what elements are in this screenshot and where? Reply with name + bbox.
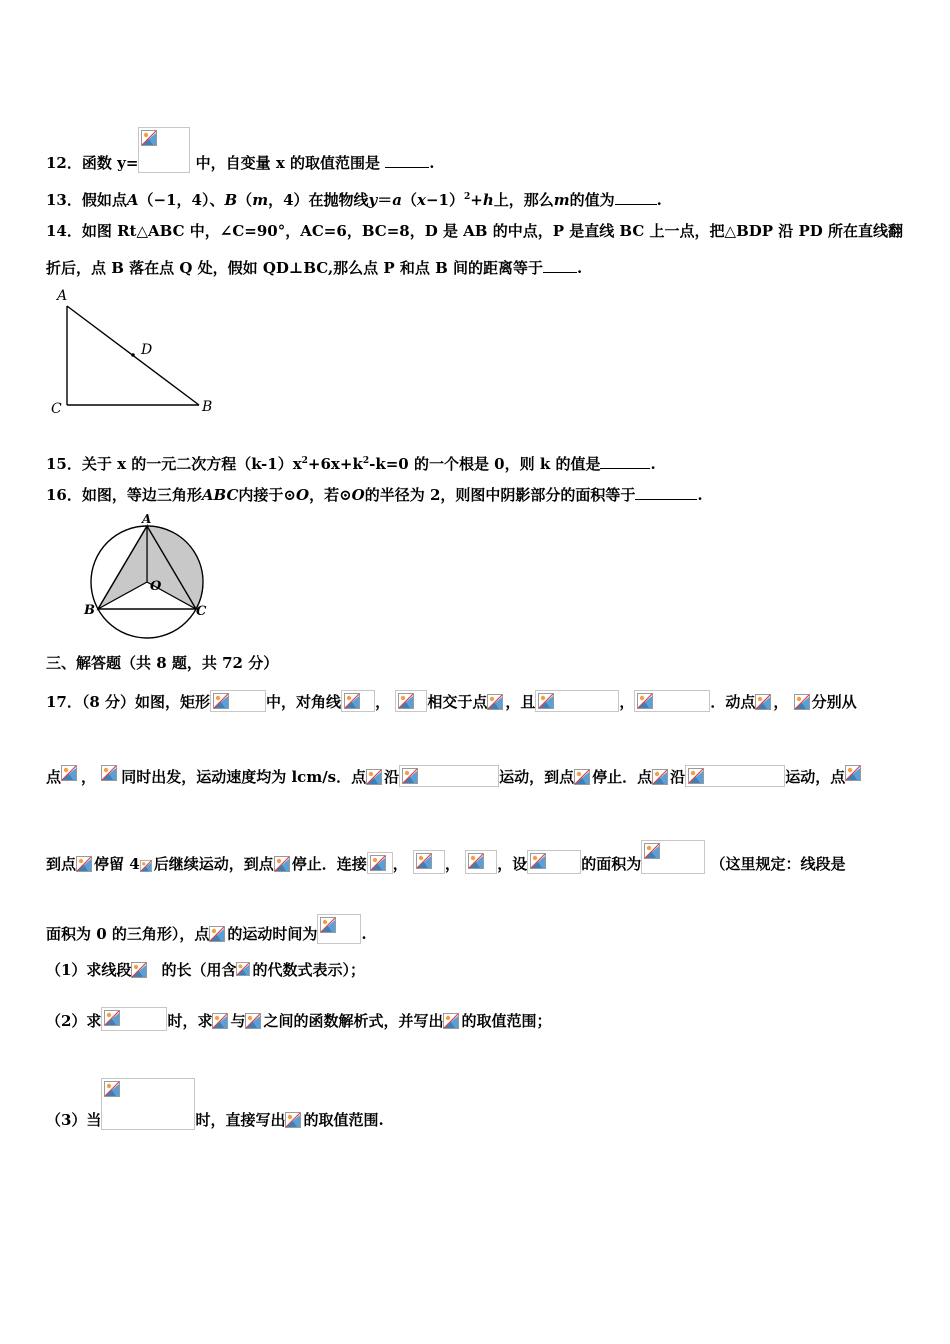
formula-image: [285, 1112, 303, 1130]
q17-text: ，: [619, 693, 635, 711]
formula-image: [131, 962, 153, 980]
broken-image-icon: [538, 693, 554, 709]
question-16: [46, 485, 703, 505]
answer-blank: [543, 258, 577, 273]
q17-text: 中，对角线: [266, 693, 342, 711]
q17-text: ，且: [505, 693, 536, 711]
q12-text: 中，自变量 x 的取值范围是: [195, 154, 381, 172]
q17-text: ．动点: [710, 693, 756, 711]
period: .: [577, 259, 583, 277]
broken-image-icon: [285, 1112, 301, 1128]
broken-image-icon: [131, 962, 147, 978]
q17-text: 后继续运动，到点: [153, 855, 274, 873]
label-o: O: [150, 579, 162, 594]
variable: h: [482, 191, 494, 209]
answer-blank: [635, 485, 697, 500]
broken-image-icon: [212, 1013, 228, 1029]
circle-label: O: [296, 486, 310, 504]
broken-image-icon: [398, 693, 414, 709]
label-d: D: [141, 342, 153, 358]
q17-text: 点: [46, 768, 62, 786]
formula-image: [443, 1013, 461, 1031]
q17-text: ，设: [497, 855, 528, 873]
q16-text: ，若⊙: [309, 486, 352, 504]
broken-image-icon: [101, 765, 117, 781]
q17-text: 相交于点: [427, 693, 488, 711]
label-a: A: [142, 512, 152, 526]
q15-text: -k=0 的一个根是 0，则 k 的值是: [369, 455, 601, 473]
formula-image: [366, 769, 384, 787]
q12-number: 12．: [46, 154, 82, 172]
question-17-line2: [46, 765, 865, 787]
q17-text: 的运动时间为: [227, 925, 318, 943]
formula-image: [413, 850, 445, 874]
q17-text: （这里规定：线段是: [710, 855, 846, 873]
q14-text: 折后，点 B 落在点 Q 处，假如 QD⊥BC,那么点 P 和点 B 间的距离等于: [46, 259, 544, 277]
q17-text: 时，直接写出: [195, 1111, 286, 1129]
question-17-part2: [46, 1007, 552, 1031]
q17-text: 面积为 0 的三角形），点: [46, 925, 210, 943]
formula-image: [210, 690, 266, 712]
formula-image: [140, 860, 154, 874]
q17-text: （3）当: [46, 1111, 102, 1129]
q17-text: 停止．点: [592, 768, 653, 786]
triangle-figure: [40, 284, 230, 420]
answer-blank: [615, 190, 657, 205]
q17-text: ，: [81, 768, 97, 786]
q12-text: 函数 y=: [81, 154, 139, 172]
answer-blank: [600, 454, 650, 469]
broken-image-icon: [688, 768, 704, 784]
formula-image: [399, 765, 499, 787]
label-a: A: [57, 288, 68, 304]
triangle-label: ABC: [201, 486, 239, 504]
q13-text: 上，那么: [493, 191, 554, 209]
section-title: 三、解答题（共 8 题，共 72 分）: [46, 654, 279, 672]
broken-image-icon: [370, 855, 386, 871]
period: .: [429, 154, 435, 172]
formula-image: [641, 840, 705, 874]
section-heading: [46, 653, 278, 673]
variable: a: [392, 191, 402, 209]
period: .: [650, 455, 656, 473]
formula-image: [61, 765, 81, 787]
label-c: C: [196, 604, 207, 619]
q17-text: 停留 4: [94, 855, 140, 873]
broken-image-icon: [236, 962, 250, 976]
question-14-line1: [46, 221, 903, 241]
question-12: [46, 127, 434, 173]
variable: y: [368, 191, 378, 209]
q17-text: 与: [230, 1012, 246, 1030]
formula-image: [245, 1013, 263, 1031]
broken-image-icon: [245, 1013, 261, 1029]
formula-image: [395, 690, 427, 712]
q17-text: 的代数式表示）；: [252, 961, 365, 979]
q17-text: 同时出发，运动速度均为 lcm/s．点: [121, 768, 367, 786]
q13-text: −1）: [425, 191, 464, 209]
formula-image: [341, 690, 375, 712]
q13-number: 13．: [46, 191, 82, 209]
question-17-line1: [46, 690, 857, 712]
broken-image-icon: [344, 693, 360, 709]
broken-image-icon: [644, 843, 660, 859]
q17-text: ，: [773, 693, 789, 711]
broken-image-icon: [487, 694, 503, 710]
q17-text: 沿: [670, 768, 686, 786]
q17-text: （2）求: [46, 1012, 102, 1030]
label-b: B: [202, 399, 213, 415]
exponent: 2: [362, 456, 370, 466]
q17-text: 的取值范围；: [461, 1012, 552, 1030]
q13-text: （: [401, 191, 417, 209]
formula-image: [652, 769, 670, 787]
formula-image: [138, 127, 190, 173]
broken-image-icon: [366, 769, 382, 785]
point-d: [131, 353, 135, 357]
variable: x: [417, 191, 426, 209]
q17-text: 分别从: [811, 693, 857, 711]
broken-image-icon: [574, 769, 590, 785]
exponent: 2: [463, 192, 471, 202]
formula-image: [101, 765, 121, 787]
formula-image: [794, 694, 812, 712]
q16-text: 16．如图，等边三角形: [46, 486, 202, 504]
q17-text: 时，求: [167, 1012, 213, 1030]
q17-text: （1）求线段: [46, 961, 132, 979]
formula-image: [212, 1013, 230, 1031]
q17-text: 运动，点: [785, 768, 846, 786]
question-13: [46, 187, 662, 210]
broken-image-icon: [468, 853, 484, 869]
variable: m: [252, 191, 269, 209]
broken-image-icon: [61, 765, 77, 781]
formula-image: [209, 926, 227, 944]
q13-text: （: [237, 191, 253, 209]
answer-blank: [385, 153, 429, 168]
formula-image: [317, 914, 361, 944]
broken-image-icon: [76, 856, 92, 872]
formula-image: [634, 690, 710, 712]
q13-text: 的值为: [569, 191, 615, 209]
label-c: C: [51, 401, 62, 417]
question-14-line2: [46, 258, 582, 278]
circle-figure: [80, 512, 220, 644]
q14-text: 14．如图 Rt△ABC 中，∠C=90°，AC=6，BC=8，D 是 AB 的中点，P 是直线 BC 上一点，把△BDP 沿 PD 所在直线翻: [46, 222, 904, 240]
broken-image-icon: [530, 853, 546, 869]
point-label: A: [126, 191, 139, 209]
q17-text: 沿: [384, 768, 400, 786]
q13-text: +: [470, 191, 483, 209]
period: .: [656, 191, 662, 209]
formula-image: [367, 852, 393, 874]
variable: m: [553, 191, 570, 209]
formula-image: [487, 694, 505, 712]
formula-image: [535, 690, 619, 712]
q17-text: 的取值范围.: [303, 1111, 384, 1129]
q17-text: 的面积为: [581, 855, 642, 873]
label-b: B: [84, 603, 95, 618]
q17-text: 停止．连接: [291, 855, 367, 873]
q17-text: 17．（8 分）如图，矩形: [46, 693, 211, 711]
formula-image: [685, 765, 785, 787]
formula-image: [236, 962, 252, 980]
question-15: [46, 451, 656, 474]
formula-image: [101, 1007, 167, 1031]
broken-image-icon: [320, 917, 336, 933]
q17-text: 的长（用含: [161, 961, 237, 979]
formula-image: [574, 769, 592, 787]
broken-image-icon: [140, 860, 152, 872]
broken-image-icon: [755, 694, 771, 710]
formula-image: [527, 850, 581, 874]
q15-text: 15．关于 x 的一元二次方程（k-1）x: [46, 455, 302, 473]
broken-image-icon: [443, 1013, 459, 1029]
broken-image-icon: [209, 926, 225, 942]
broken-image-icon: [794, 694, 810, 710]
q17-text: 运动，到点: [499, 768, 575, 786]
point-label: B: [224, 191, 238, 209]
circle-label: O: [351, 486, 365, 504]
period: .: [361, 925, 367, 943]
q13-text: （−1，4）、: [138, 191, 225, 209]
q17-text: ，: [444, 855, 460, 873]
question-17-line3: [46, 840, 846, 874]
q13-text: 假如点: [81, 191, 127, 209]
q13-text: ＝: [377, 191, 393, 209]
q15-text: +6x+k: [307, 455, 363, 473]
formula-image: [101, 1078, 195, 1130]
q17-text: 之间的函数解析式，并写出: [263, 1012, 444, 1030]
broken-image-icon: [845, 765, 861, 781]
formula-image: [465, 850, 497, 874]
broken-image-icon: [274, 856, 290, 872]
question-17-line4: [46, 914, 367, 944]
q17-text: ，: [375, 693, 391, 711]
q13-text: ，4）在抛物线: [268, 191, 369, 209]
formula-image: [845, 765, 865, 787]
broken-image-icon: [637, 693, 653, 709]
period: .: [697, 486, 703, 504]
broken-image-icon: [402, 768, 418, 784]
question-17-part3: [46, 1078, 384, 1130]
broken-image-icon: [141, 130, 157, 146]
broken-image-icon: [213, 693, 229, 709]
q17-text: 到点: [46, 855, 77, 873]
broken-image-icon: [104, 1081, 120, 1097]
formula-image: [755, 694, 773, 712]
broken-image-icon: [652, 769, 668, 785]
q16-text: 的半径为 2，则图中阴影部分的面积等于: [364, 486, 636, 504]
formula-image: [76, 856, 94, 874]
q17-text: ，: [392, 855, 408, 873]
broken-image-icon: [104, 1010, 120, 1026]
q16-text: 内接于⊙: [238, 486, 296, 504]
question-17-part1: [46, 960, 365, 980]
exponent: 2: [301, 456, 308, 466]
broken-image-icon: [416, 853, 432, 869]
formula-image: [274, 856, 292, 874]
